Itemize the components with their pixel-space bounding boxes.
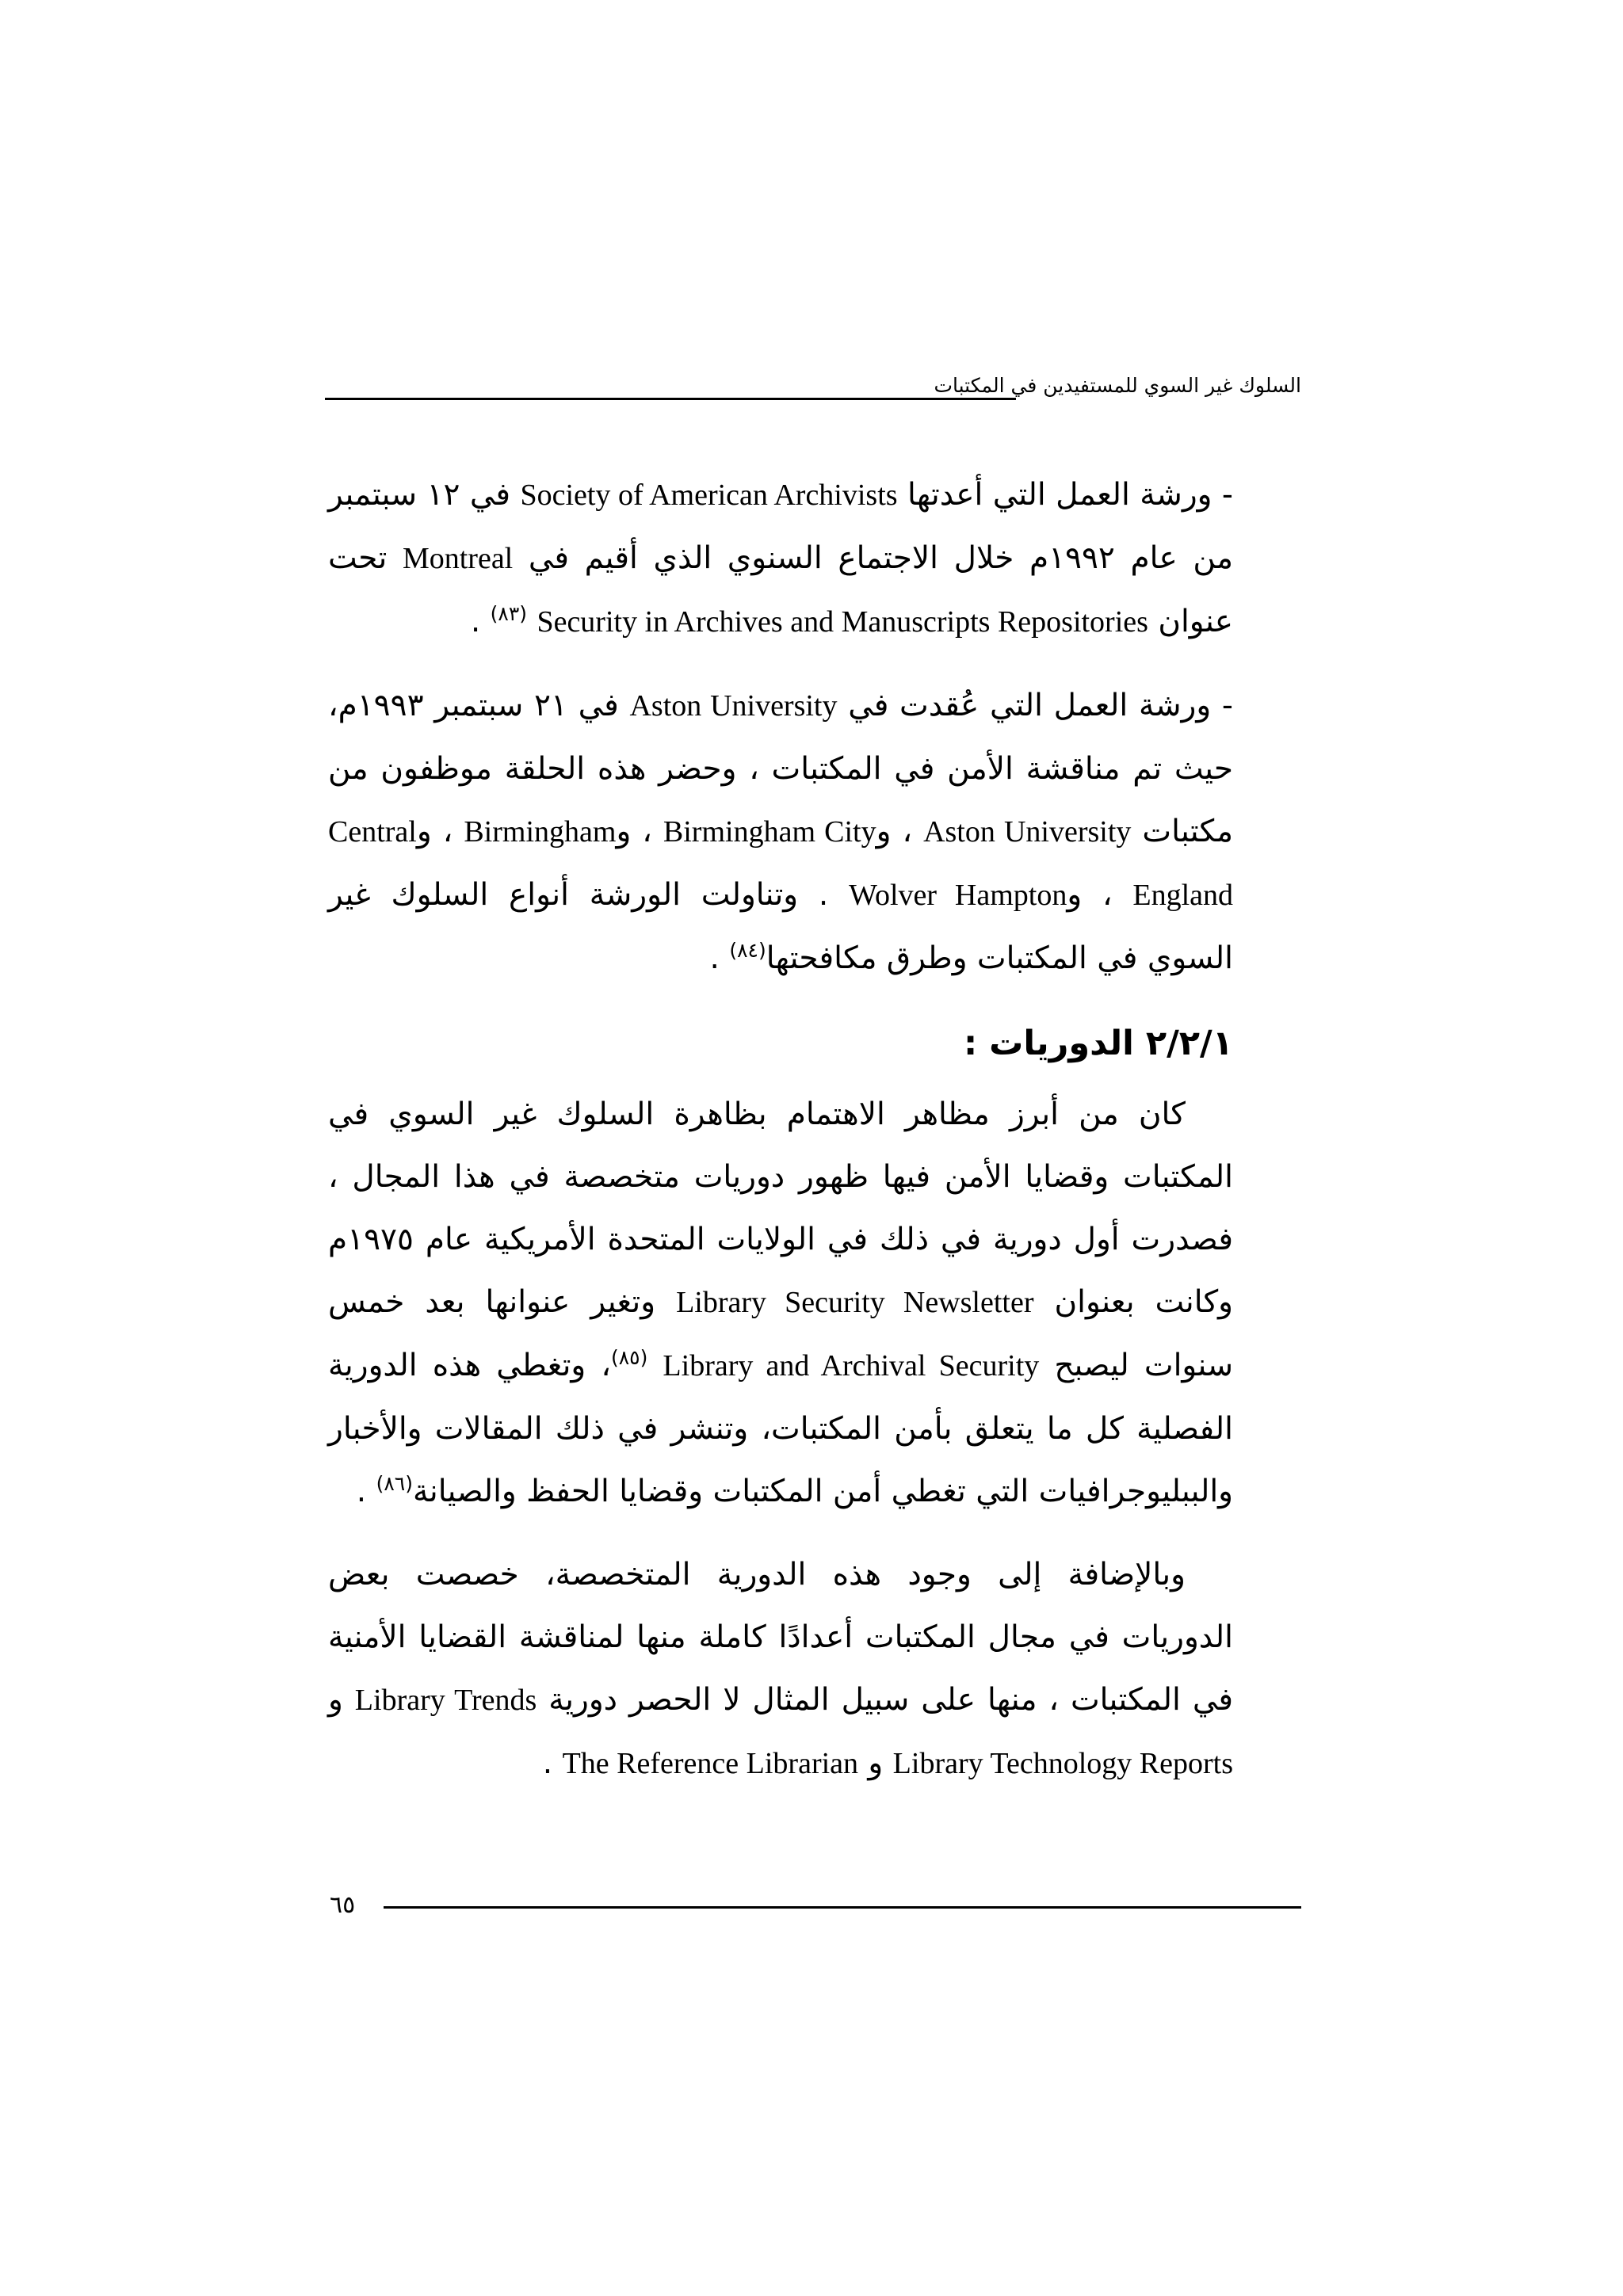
bullet-2-sep-4: ، و xyxy=(1067,877,1133,913)
bullet-item-1 xyxy=(328,463,1233,654)
bullet-2-text-a: - ورشة العمل التي عُقدت في xyxy=(837,688,1234,723)
bullet-1-text-a: - ورشة العمل التي أعدتها xyxy=(897,477,1234,513)
running-header xyxy=(325,372,1301,409)
body-paragraph-2 xyxy=(328,1543,1233,1795)
para-1-text-a: كان من أبرز مظاهر الاهتمام بظاهرة السلوك غير السوي في المكتبات وقضايا الأمن فيها ظهور دوريات متخصصة في هذا المجال ، فصدرت أول دورية في ذلك في الولايات المتحدة الأمريكية عام ١٩٧٥م وكانت بعنوان xyxy=(328,1097,1233,1320)
para-1-journal-title-1: Library Security Newsletter xyxy=(676,1286,1034,1319)
bullet-2-sep-1: ، و xyxy=(876,814,924,849)
bullet-1-organization: Society of American Archivists xyxy=(520,479,898,512)
bullet-1-city: Montreal xyxy=(402,542,514,575)
bullet-item-2 xyxy=(328,674,1233,990)
bullet-2-library-3: Birmingham xyxy=(464,815,617,849)
bullet-2-sep-3: ، و xyxy=(416,814,464,849)
bullet-1-text-c: تحت عنوان xyxy=(328,540,1233,639)
para-2-text-a: وبالإضافة إلى وجود هذه الدورية المتخصصة، خصصت بعض الدوريات في مجال المكتبات أعدادًا كاملة منها لمناقشة القضايا الأمنية في المكتبات ، منها على سبيل المثال لا الحصر دورية xyxy=(328,1557,1233,1718)
header-title: السلوك غير السوي للمستفيدين في المكتبات xyxy=(934,374,1301,397)
bullet-2-end: . xyxy=(709,940,730,976)
body-paragraph-1 xyxy=(328,1083,1233,1523)
para-1-reference-1: (٨٥) xyxy=(610,1346,648,1369)
header-rule xyxy=(325,398,1016,400)
bullet-2-text-b: في ٢١ سبتمبر ١٩٩٣م، حيث تم مناقشة الأمن في المكتبات ، وحضر هذه الحلقة موظفون من مكتبات xyxy=(328,688,1233,849)
page-footer xyxy=(325,1890,1301,1922)
page-number: ٦٥ xyxy=(330,1891,356,1919)
bullet-2-library-2: Birmingham City xyxy=(663,815,876,849)
page-content xyxy=(328,463,1233,1795)
bullet-2-university: Aston University xyxy=(629,689,838,723)
bullet-1-workshop-title: Security in Archives and Manuscripts Repositories xyxy=(537,605,1148,639)
bullet-2-library-1: Aston University xyxy=(923,815,1132,849)
bullet-2-library-4: Central England xyxy=(328,815,1234,912)
section-heading: ٢/٢/١ الدوريات : xyxy=(963,1024,1233,1063)
para-1-reference-2: (٨٦) xyxy=(376,1472,413,1495)
bullet-2-text-c: . وتناولت الورشة أنواع السلوك غير السوي في المكتبات وطرق مكافحتها xyxy=(328,877,1233,976)
para-1-journal-title-2: Library and Archival Security xyxy=(663,1349,1040,1383)
para-1-text-c: ، وتغطي هذه الدورية الفصلية كل ما يتعلق بأمن المكتبات، وتنشر في ذلك المقالات والأخبار والببليوجرافيات التي تغطي أمن المكتبات وقضايا الحفظ والصيانة xyxy=(328,1348,1233,1509)
para-2-sep-1: و xyxy=(328,1682,355,1718)
bullet-2-sep-2: ، و xyxy=(616,814,663,849)
bullet-1-text-b: في ١٢ سبتمبر من عام ١٩٩٢م خلال الاجتماع السنوي الذي أقيم في xyxy=(328,477,1233,576)
bullet-1-end: . xyxy=(470,604,491,639)
para-2-journal-2: Library Technology Reports xyxy=(892,1747,1233,1780)
para-1-text-b: وتغير عنوانها بعد خمس سنوات ليصبح xyxy=(328,1284,1234,1383)
para-1-end: . xyxy=(356,1474,376,1509)
bullet-2-library-5: Wolver Hampton xyxy=(849,879,1067,912)
para-2-end: . xyxy=(542,1745,563,1781)
bullet-2-reference: (٨٤) xyxy=(729,939,766,962)
bullet-1-reference: (٨٣) xyxy=(490,602,528,625)
footer-rule xyxy=(384,1906,1301,1909)
para-2-journal-3: The Reference Librarian xyxy=(562,1747,859,1780)
para-2-sep-2: و xyxy=(858,1745,893,1781)
para-2-journal-1: Library Trends xyxy=(354,1684,537,1717)
